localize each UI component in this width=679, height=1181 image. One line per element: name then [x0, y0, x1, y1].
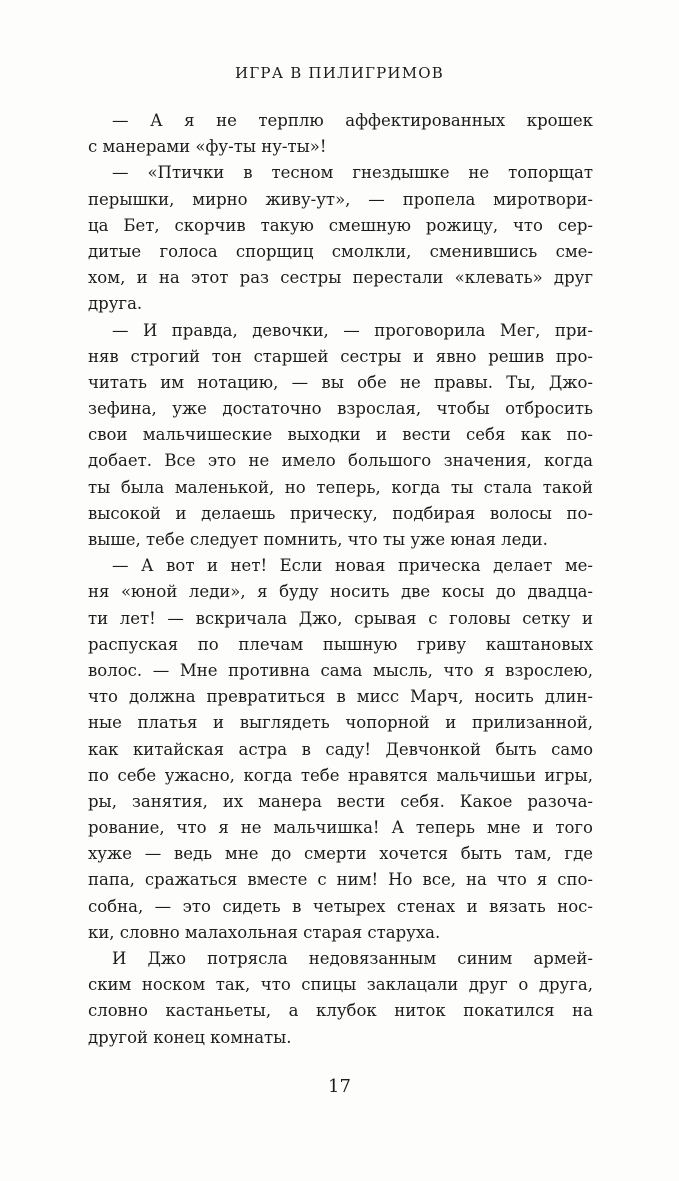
text-line: выше, тебе следует помнить, что ты уже юная леди.	[88, 530, 548, 549]
text-line: ца Бет, скорчив такую смешную рожицу, что сер-	[88, 215, 593, 235]
text-line: ти лет! — вскричала Джо, срывая с головы сетку и	[88, 608, 593, 628]
text-line: дитые голоса спорщиц смолкли, сменившись сме-	[88, 241, 593, 261]
text-line: по себе ужасно, когда тебе нравятся мальчишьи игры,	[88, 765, 593, 785]
page-number: 17	[328, 1076, 351, 1097]
text-line: — И правда, девочки, — проговорила Мег, при-	[112, 320, 593, 340]
text-line: ные платья и выглядеть чопорной и прилизанной,	[88, 713, 593, 733]
text-line: хуже — ведь мне до смерти хочется быть там, где	[88, 844, 593, 864]
running-head: ИГРА В ПИЛИГРИМОВ	[235, 64, 444, 82]
text-line: рование, что я не мальчишка! А теперь мне и того	[88, 818, 593, 838]
text-line: словно кастаньеты, а клубок ниток покатился на	[88, 1001, 593, 1021]
text-line: ры, занятия, их манера вести себя. Какое разоча-	[88, 791, 593, 811]
text-line: другой конец комнаты.	[88, 1027, 292, 1047]
text-line: хом, и на этот раз сестры перестали «клевать» друг	[88, 268, 593, 288]
text-line: зефина, уже достаточно взрослая, чтобы отбросить	[88, 399, 593, 419]
text-line: И Джо потрясла недовязанным синим армей-	[112, 949, 593, 968]
text-line: волос. — Мне противна сама мысль, что я взрослею,	[88, 660, 593, 680]
text-line: что должна превратиться в мисс Марч, носить длин-	[88, 687, 593, 707]
text-line: ским носком так, что спицы заклацали друг о друга,	[88, 975, 593, 995]
text-line: свои мальчишеские выходки и вести себя как по-	[88, 425, 593, 445]
text-line: распуская по плечам пышную гриву каштановых	[88, 634, 593, 654]
text-line: высокой и делаешь прическу, подбирая волосы по-	[88, 503, 593, 523]
text-line: ня «юной леди», я буду носить две косы до двадца-	[88, 582, 593, 602]
text-line: няв строгий тон старшей сестры и явно решив про-	[88, 346, 593, 366]
text-line: с манерами «фу-ты ну-ты»!	[88, 137, 327, 157]
text-line: ты была маленькой, но теперь, когда ты стала такой	[88, 477, 593, 497]
text-line: папа, сражаться вместе с ним! Но все, на что я спо-	[88, 870, 593, 890]
text-line: ки, словно малахольная старая старуха.	[88, 922, 441, 942]
text-line: друга.	[88, 294, 143, 314]
text-line: — А вот и нет! Если новая прическа делает ме-	[112, 556, 593, 576]
body-text	[88, 108, 593, 1051]
text-line: — «Птички в тесном гнездышке не топорщат	[112, 163, 593, 183]
text-line: добает. Все это не имело большого значения, когда	[88, 451, 593, 471]
text-line: собна, — это сидеть в четырех стенах и вязать нос-	[88, 896, 593, 916]
text-line: перышки, мирно живу-ут», — пропела миротвори-	[88, 189, 593, 209]
text-line: как китайская астра в саду! Девчонкой быть само	[88, 739, 593, 759]
text-line: — А я не терплю аффектированных крошек	[112, 111, 593, 130]
text-line: читать им нотацию, — вы обе не правы. Ты, Джо-	[88, 372, 593, 392]
